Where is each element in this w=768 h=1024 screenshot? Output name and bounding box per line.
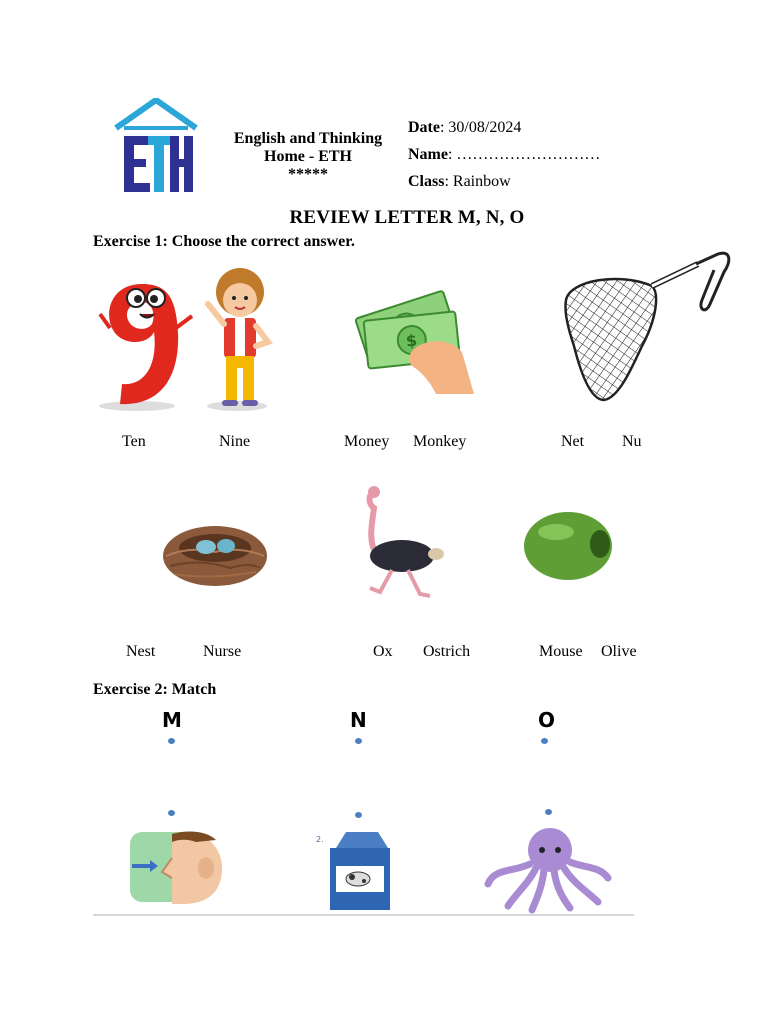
nine-and-boy-picture: [92, 266, 284, 414]
school-line-1: English and Thinking: [233, 130, 383, 147]
olive-picture: [520, 506, 620, 584]
exercise-2-heading: Exercise 2: Match: [93, 681, 217, 698]
letter-m: M: [162, 708, 182, 732]
date-value: : 30/08/2024: [439, 119, 522, 136]
letter-o: O: [538, 708, 556, 732]
match-dot-o[interactable]: [541, 738, 548, 744]
octopus-picture: [484, 822, 612, 914]
picture-number-label: 2.: [316, 835, 324, 844]
match-dot-milk[interactable]: [355, 812, 362, 818]
name-field[interactable]: : ………………………: [447, 146, 601, 163]
nose-picture: [126, 828, 226, 906]
net-picture: [560, 250, 734, 402]
option-monkey[interactable]: Monkey: [413, 433, 467, 450]
milk-picture: [316, 830, 396, 912]
bottom-divider: [93, 914, 634, 916]
class-value: : Rainbow: [444, 173, 511, 190]
option-ten[interactable]: Ten: [122, 433, 146, 450]
school-line-2: Home - ETH: [264, 148, 352, 165]
option-net[interactable]: Net: [561, 433, 585, 450]
nest-picture: [160, 516, 270, 592]
name-label: Name: [408, 146, 448, 163]
date-row: [408, 119, 600, 146]
match-dot-octopus[interactable]: [545, 809, 552, 815]
name-row: [408, 146, 600, 173]
option-ostrich[interactable]: Ostrich: [423, 643, 471, 660]
match-dot-nose[interactable]: [168, 810, 175, 816]
option-ox[interactable]: Ox: [373, 643, 393, 660]
option-nu[interactable]: Nu: [622, 433, 642, 450]
date-label: Date: [408, 119, 440, 136]
option-nurse[interactable]: Nurse: [203, 643, 242, 660]
option-mouse[interactable]: Mouse: [539, 643, 583, 660]
school-name: [208, 130, 408, 184]
class-label: Class: [408, 173, 445, 190]
exercise-1-heading: Exercise 1: Choose the correct answer.: [93, 233, 355, 250]
option-nine[interactable]: Nine: [219, 433, 251, 450]
option-nest[interactable]: Nest: [126, 643, 156, 660]
letter-n: N: [350, 708, 367, 732]
option-olive[interactable]: Olive: [601, 643, 637, 660]
ostrich-picture: [352, 484, 448, 600]
option-money[interactable]: Money: [344, 433, 390, 450]
school-line-3: *****: [288, 166, 328, 183]
eth-logo: [112, 98, 200, 196]
student-info: [408, 119, 600, 200]
money-picture: [352, 282, 476, 396]
class-row: [408, 173, 600, 200]
svg-text:$: $: [404, 330, 418, 351]
match-dot-n[interactable]: [355, 738, 362, 744]
match-dot-m[interactable]: [168, 738, 175, 744]
worksheet-title: REVIEW LETTER M, N, O: [289, 207, 525, 228]
